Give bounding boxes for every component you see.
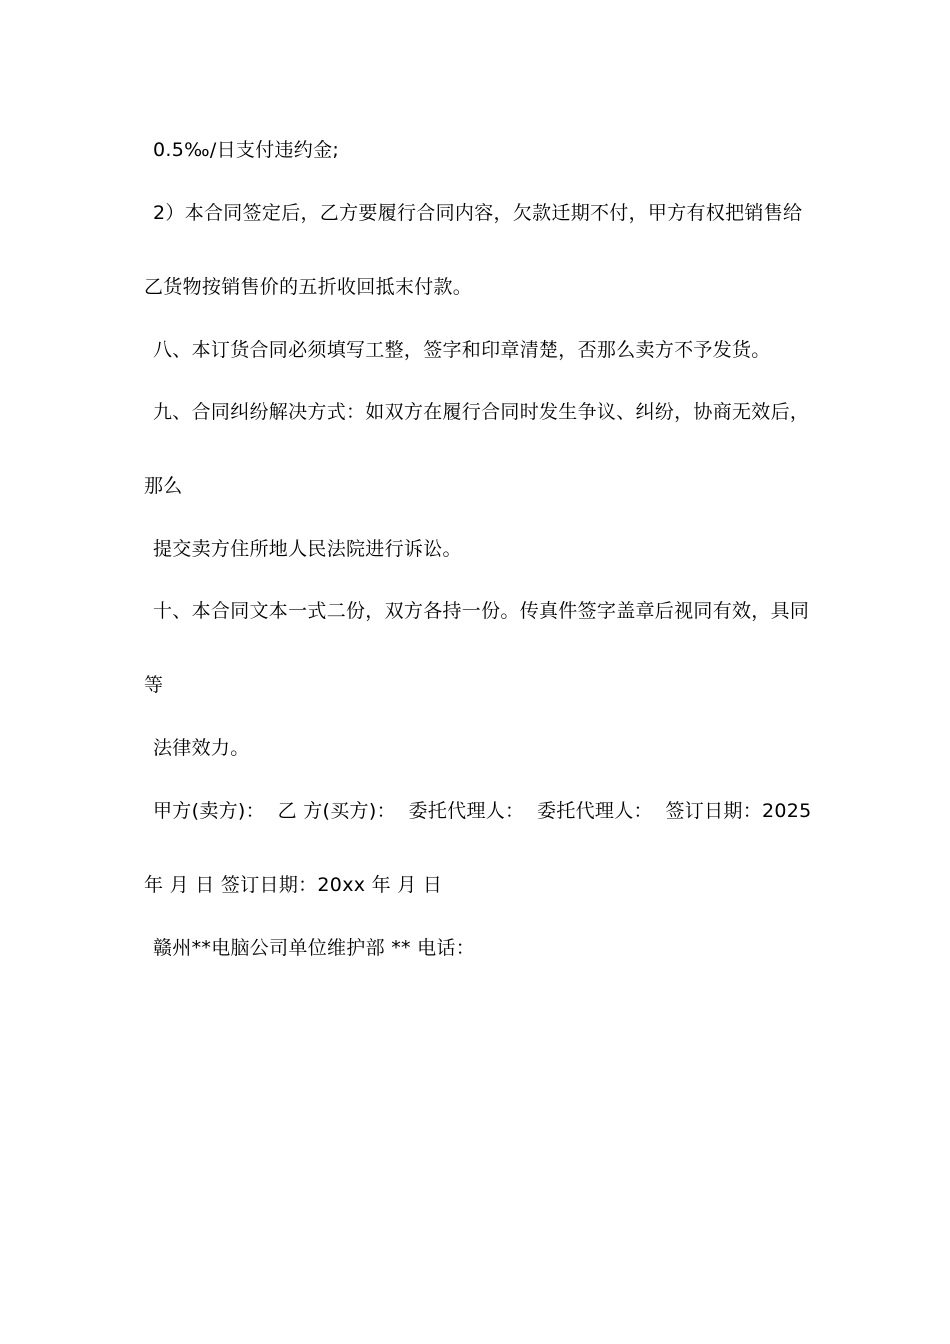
company-contact-line: 赣州**电脑公司单位维护部 ** 电话：	[153, 937, 476, 959]
paragraph-clause-8: 八、本订货合同必须填写工整，签字和印章清楚，否那么卖方不予发货。	[153, 339, 771, 361]
paragraph-clause-10-effect: 法律效力。	[153, 737, 250, 759]
signature-date-line: 年 月 日 签订日期：20xx 年 月 日	[144, 874, 443, 896]
paragraph-clause-9-court: 提交卖方住所地人民法院进行诉讼。	[153, 538, 462, 560]
paragraph-clause-9: 九、合同纠纷解决方式：如双方在履行合同时发生争议、纠纷，协商无效后，	[153, 401, 810, 423]
paragraph-penalty-rate: 0.5‰/日支付违约金;	[153, 139, 340, 161]
paragraph-clause-2: 2）本合同签定后，乙方要履行合同内容，欠款迁期不付，甲方有权把销售给	[153, 202, 803, 224]
paragraph-clause-10-continued: 等	[144, 674, 164, 696]
paragraph-clause-10: 十、本合同文本一式二份，双方各持一份。传真件签字盖章后视同有效，具同	[153, 600, 810, 622]
signature-parties-line: 甲方(卖方)： 乙 方(买方)： 委托代理人： 委托代理人： 签订日期：2025	[153, 800, 812, 822]
paragraph-clause-9-continued: 那么	[144, 475, 183, 497]
paragraph-clause-2-continued: 乙货物按销售价的五折收回抵末付款。	[144, 276, 473, 298]
